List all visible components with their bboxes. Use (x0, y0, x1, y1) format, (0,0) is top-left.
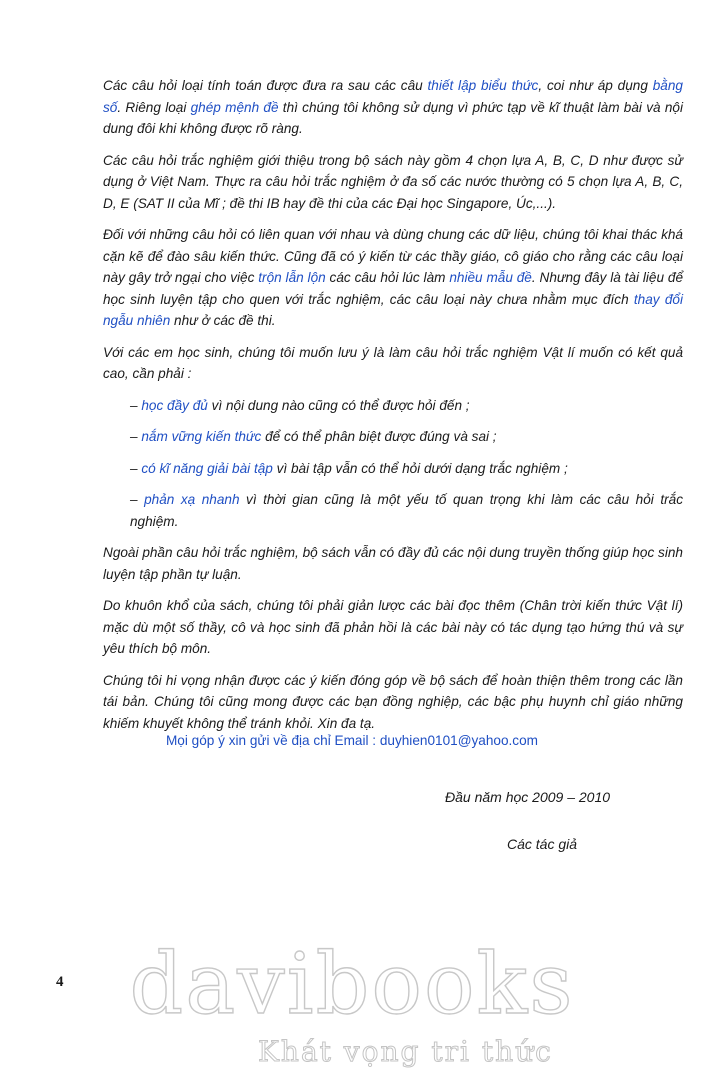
requirements-list (103, 395, 683, 533)
text-run: , coi như áp dụng (538, 78, 653, 93)
list-item (103, 458, 683, 480)
highlighted-term: bằng số (103, 78, 683, 115)
text-run: Các câu hỏi loại tính toán được đưa ra sau các câu (103, 78, 428, 93)
watermark-logo: davibooks (129, 935, 575, 1033)
list-item (103, 489, 683, 532)
list-item-key: nắm vững kiến thức (141, 429, 262, 444)
list-item-key: có kĩ năng giải bài tập (141, 460, 273, 476)
highlighted-term: trộn lẫn lộn (258, 270, 326, 285)
text-run: như ở các đề thi. (170, 313, 276, 328)
contact-email-line: Mọi góp ý xin gửi về địa chỉ Email : duyhien0101@yahoo.com (165, 733, 538, 748)
highlighted-term: thiết lập biểu thức (427, 78, 539, 93)
text-run: Với các em học sinh, chúng tôi muốn lưu ý là làm câu hỏi trắc nghiệm Vật lí muốn có kết quả cao, cần phải : (103, 344, 683, 381)
list-item-key: phản xạ nhanh (144, 492, 240, 507)
list-item (103, 395, 683, 417)
text-run: thì chúng tôi không sử dụng vì phức tạp về kĩ thuật làm bài và nội dung đôi khi không được rõ ràng. (103, 99, 683, 136)
list-item-key: học đầy đủ (141, 397, 208, 413)
list-dash: – (130, 492, 145, 507)
paragraph-p3 (103, 224, 683, 332)
authors-signature: Các tác giả (507, 836, 578, 852)
list-item-text: để có thể phân biệt được đúng và sai ; (261, 429, 497, 444)
paragraph-p4 (103, 342, 683, 385)
paragraph-p2 (103, 150, 683, 215)
intro-paragraphs (103, 75, 683, 385)
text-run: các câu hỏi lúc làm (325, 270, 450, 285)
preface-body (103, 75, 683, 744)
text-run: Các câu hỏi trắc nghiệm giới thiệu trong bộ sách này gồm 4 chọn lựa A, B, C, D như được sử dụng ở Việt Nam. Thực ra câu hỏi trắc nghiệm ở đa số các nước thường có 5 chọn lựa A, B, C, D, E (SAT II của Mĩ ; đề thi IB hay đề thi của các Đại học Singapore, Úc,...). (103, 152, 683, 211)
text-run: . Nhưng đây là tài liệu để học sinh luyện tập cho quen với trắc nghiệm, các câu loại này chưa nhằm mục đích (103, 270, 684, 307)
list-item-text: vì nội dung nào cũng có thể được hỏi đến ; (207, 397, 470, 413)
paragraph-p5: Ngoài phần câu hỏi trắc nghiệm, bộ sách vẫn có đầy đủ các nội dung truyền thống giúp học sinh luyện tập phần tự luận. (103, 545, 683, 582)
date-line: Đầu năm học 2009 – 2010 (445, 789, 611, 805)
page-number: 4 (56, 974, 64, 990)
highlighted-term: thay đổi ngẫu nhiên (103, 291, 683, 328)
text-run: . Riêng loại (117, 99, 191, 115)
watermark-tagline: Khát vọng tri thức (258, 1035, 553, 1068)
list-item (103, 426, 683, 448)
list-item-text: vì bài tập vẫn có thể hỏi dưới dạng trắc nghiệm ; (272, 460, 568, 476)
highlighted-term: nhiều mẫu đề (449, 270, 532, 285)
highlighted-term: ghép mệnh đề (190, 99, 279, 115)
closing-paragraphs (103, 542, 683, 734)
text-run: Đối với những câu hỏi có liên quan với nhau và dùng chung các dữ liệu, chúng tôi khai thác khá cặn kẽ để đào sâu kiến thức. Cũng đã có ý kiến từ các thầy giáo, cô giáo cho rằng các câu loại này gây trở ngại cho việc (103, 227, 683, 285)
list-dash: – (130, 429, 142, 444)
paragraph-p7: Chúng tôi hi vọng nhận được các ý kiến đóng góp về bộ sách để hoàn thiện thêm trong các lần tái bản. Chúng tôi cũng mong được các bạn đồng nghiệp, các bậc phụ huynh chỉ giáo những khiếm khuyết không thể tránh khỏi. Xin đa tạ. (103, 672, 683, 731)
paragraph-p6: Do khuôn khổ của sách, chúng tôi phải giản lược các bài đọc thêm (Chân trời kiến thức Vật lí) mặc dù một số thầy, cô và học sinh đã phản hồi là các bài này có tác dụng tạo hứng thú và sự yêu thích bộ môn. (103, 598, 683, 656)
list-item-text: vì thời gian cũng là một yếu tố quan trọng khi làm các câu hỏi trắc nghiệm. (130, 492, 683, 529)
list-dash: – (130, 460, 142, 476)
paragraph-p1 (103, 75, 683, 140)
list-dash: – (130, 397, 142, 413)
